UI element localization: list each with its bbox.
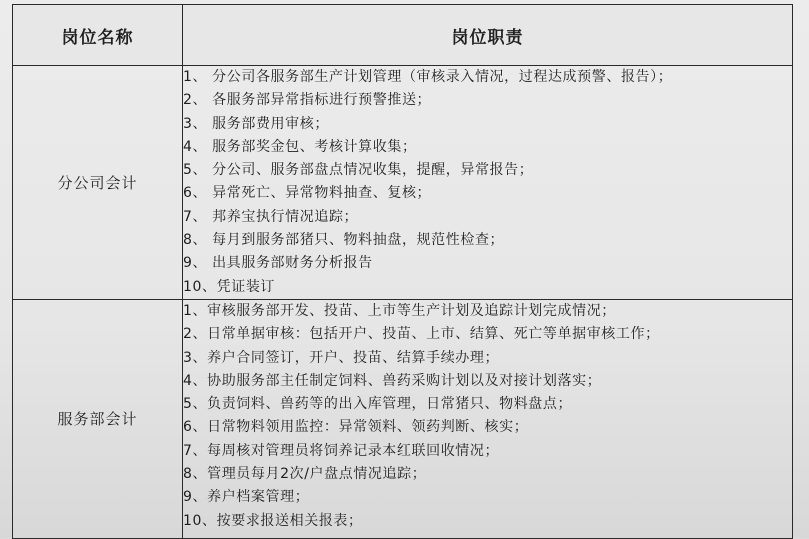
duty-item: 10、按要求报送相关报表； <box>183 512 363 529</box>
job-duties-table <box>12 4 793 539</box>
table-header-row <box>13 5 793 66</box>
duty-item: 7、每周核对管理员将饲养记录本红联回收情况； <box>183 442 500 459</box>
duty-item: 10、凭证装订 <box>183 278 276 295</box>
duty-item: 6、日常物料领用监控：异常领料、领药判断、核实； <box>183 419 529 436</box>
duty-item: 1、 分公司各服务部生产计划管理（审核录入情况，过程达成预警、报告）； <box>183 69 673 85</box>
duty-item: 7、 邦养宝执行情况追踪； <box>183 208 359 225</box>
duties-cell <box>183 299 793 538</box>
duty-item: 9、养户档案管理； <box>183 489 310 506</box>
duty-item: 4、协助服务部主任制定饲料、兽药采购计划以及对接计划落实； <box>183 372 602 389</box>
table-row <box>13 299 793 538</box>
duty-item: 6、 异常死亡、异常物料抽查、复核； <box>183 185 432 202</box>
duty-item: 8、 每月到服务部猪只、物料抽盘，规范性检查； <box>183 232 505 249</box>
duty-item: 8、管理员每月2次/户盘点情况追踪； <box>183 466 427 483</box>
duty-item: 2、日常单据审核：包括开户、投苗、上市、结算、死亡等单据审核工作； <box>183 326 660 343</box>
table-row <box>13 66 793 300</box>
duty-item: 3、养户合同签订，开户、投苗、结算手续办理； <box>183 349 500 366</box>
duty-item: 3、 服务部费用审核； <box>183 115 329 132</box>
duty-item: 5、负责饲料、兽药等的出入库管理，日常猪只、物料盘点； <box>183 396 573 413</box>
header-role: 岗位名称 <box>13 5 183 66</box>
duties-cell <box>183 66 793 300</box>
header-duties: 岗位职责 <box>183 5 793 66</box>
duty-item: 1、审核服务部开发、投苗、上市等生产计划及追踪计划完成情况； <box>183 302 616 319</box>
duty-list <box>183 300 792 533</box>
duty-item: 9、 出具服务部财务分析报告 <box>183 255 373 272</box>
duty-item: 2、 各服务部异常指标进行预警推送； <box>183 92 432 109</box>
duty-list <box>183 66 792 299</box>
duty-item: 5、 分公司、服务部盘点情况收集，提醒，异常报告； <box>183 162 534 179</box>
duty-item: 4、 服务部奖金包、考核计算收集； <box>183 138 417 155</box>
role-name: 服务部会计 <box>13 299 183 538</box>
role-name: 分公司会计 <box>13 66 183 300</box>
